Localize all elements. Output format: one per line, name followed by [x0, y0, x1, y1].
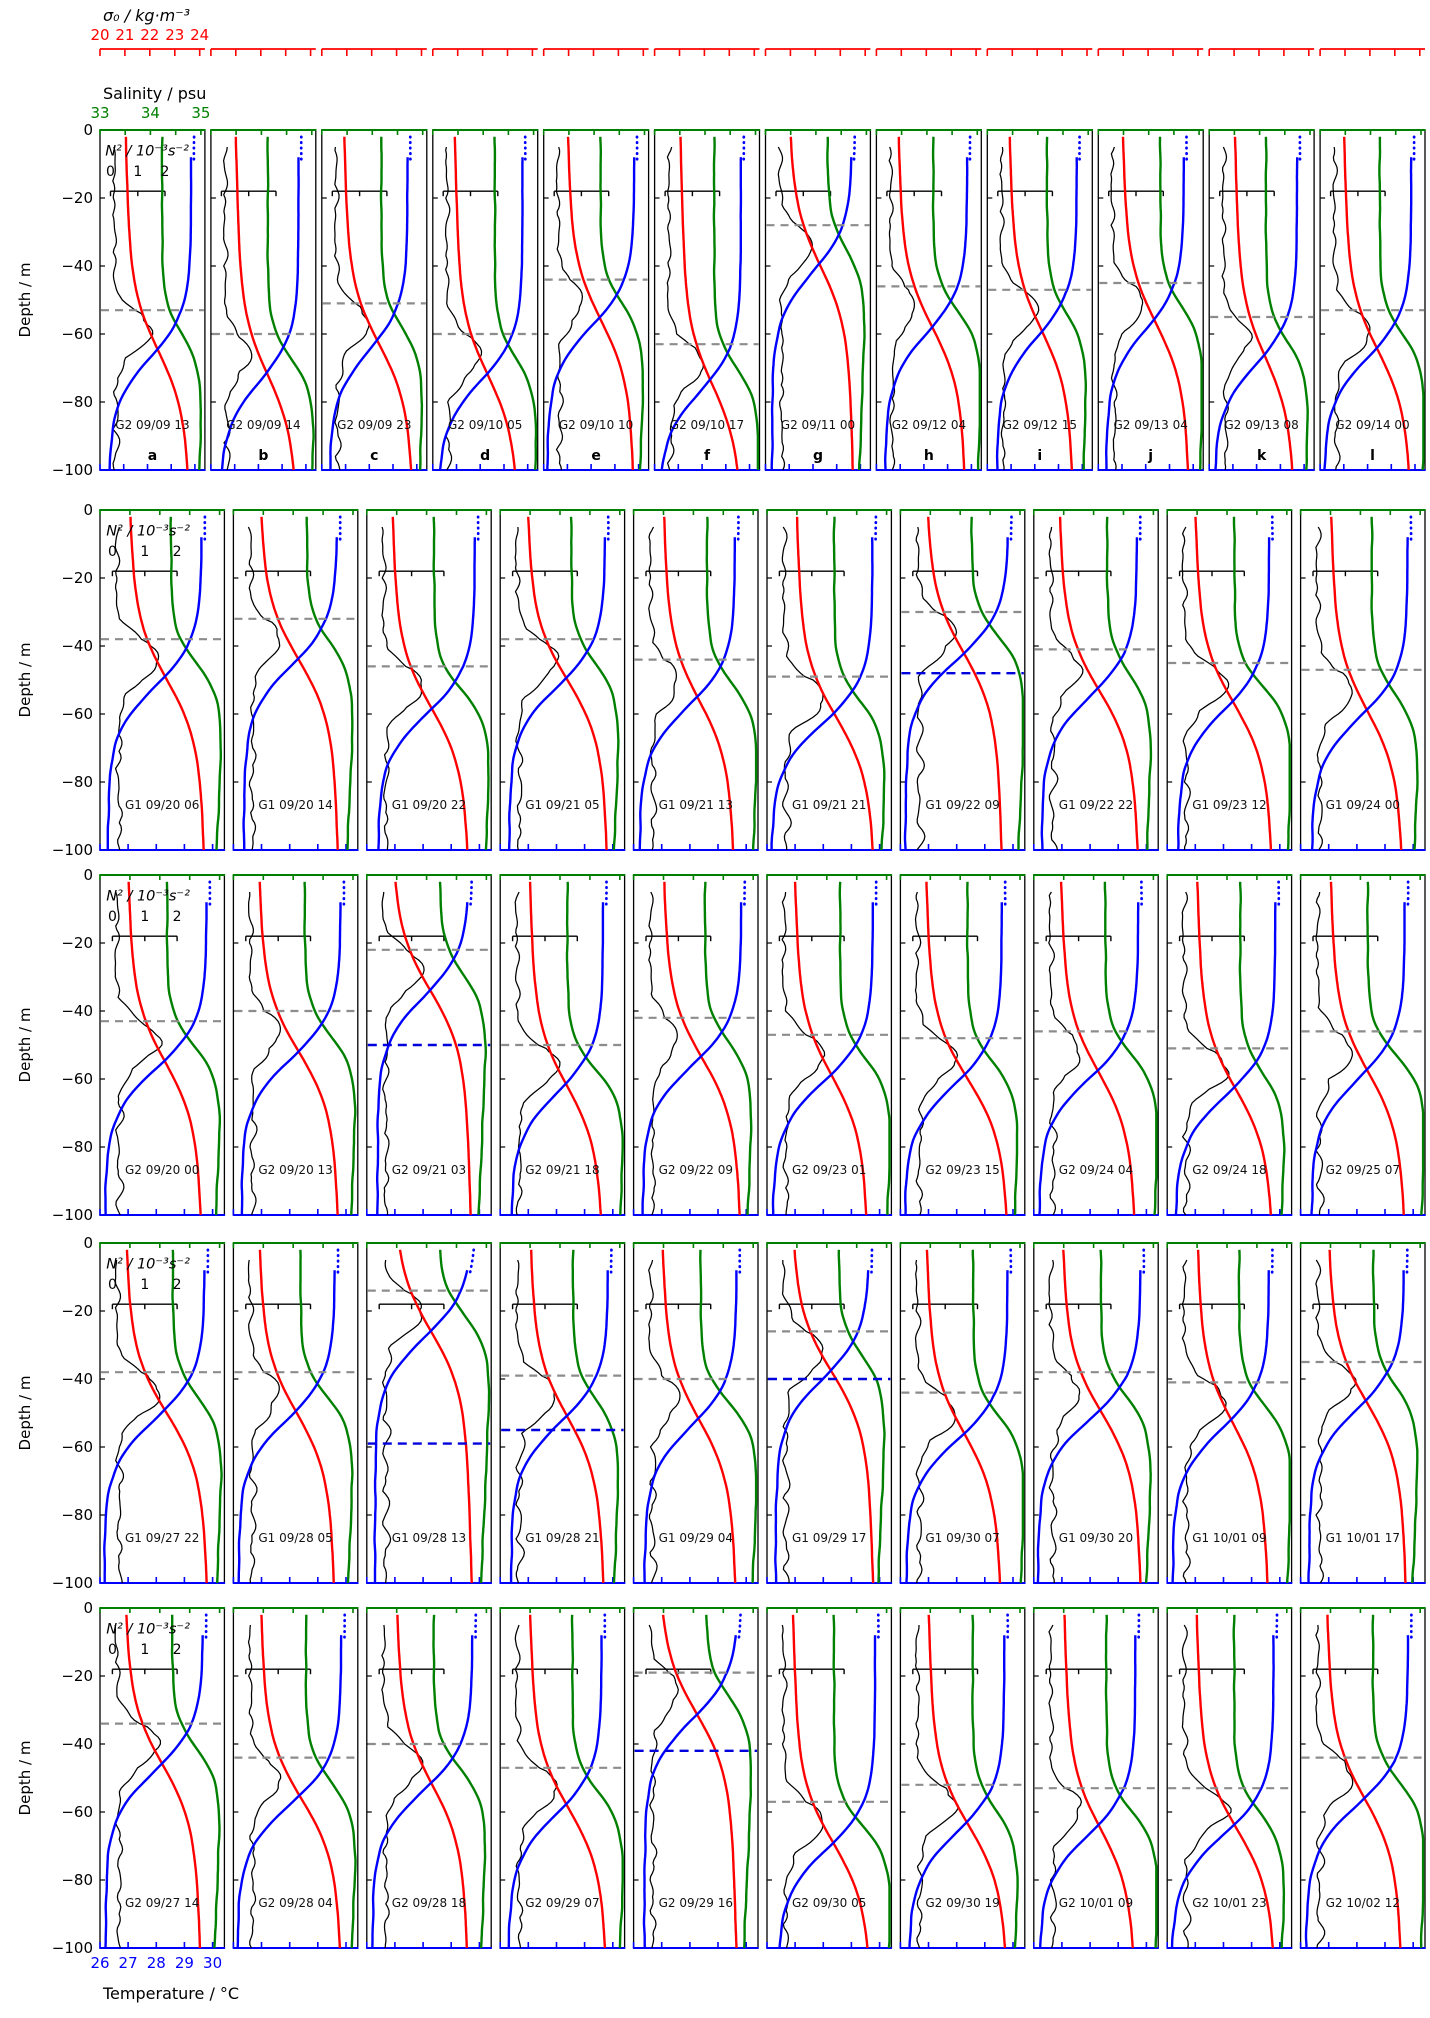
station-text: G2 09/09 14 — [226, 418, 301, 433]
profile-panel — [432, 49, 538, 470]
n2lab-text: 0 — [107, 543, 117, 560]
profile-panel — [1167, 510, 1293, 850]
station-text: G2 09/25 07 — [1325, 1163, 1401, 1178]
bluelab-text: 30 — [203, 1954, 223, 1972]
station-text: G2 09/10 05 — [447, 418, 523, 433]
profile-panel — [900, 510, 1026, 850]
profile-panel — [1033, 1608, 1159, 1948]
n2lab-text: 1 — [140, 1641, 150, 1658]
profile-panel — [99, 875, 225, 1215]
n2lab-text: 2 — [160, 163, 170, 180]
profile-panel — [210, 49, 316, 470]
ylab-text: 0 — [83, 121, 93, 139]
letter-text: k — [1256, 447, 1267, 464]
n2lab-text: 0 — [106, 163, 115, 180]
profile-panel — [766, 510, 892, 850]
redlab-text: 20 — [90, 26, 110, 44]
n2lab-text: 2 — [172, 1276, 182, 1293]
profile-panel — [233, 510, 359, 850]
profile-panel — [654, 49, 760, 470]
n2lab-text: 0 — [107, 1641, 117, 1658]
n2title-text: N² / 10⁻³s⁻² — [106, 523, 190, 540]
profile-panel — [1167, 1243, 1293, 1583]
greenlab-text: 34 — [140, 104, 160, 122]
station-text: G1 09/24 00 — [1325, 798, 1401, 813]
temperature-curve-surface-dotted — [739, 1615, 741, 1639]
station-text: G2 09/10 17 — [669, 418, 745, 433]
sigma-axis-title: σ₀ / kg·m⁻³ — [103, 6, 191, 25]
profile-panel — [366, 510, 492, 850]
profile-panel — [1209, 49, 1315, 470]
profile-panel — [1167, 1608, 1293, 1948]
profile-panel — [1033, 510, 1159, 850]
redlab-text: 24 — [190, 26, 210, 44]
profile-panel — [766, 1243, 892, 1583]
n2lab-text: 2 — [172, 1641, 182, 1658]
profile-panel — [321, 49, 427, 470]
letter-text: a — [147, 447, 158, 464]
profile-panel — [99, 510, 225, 850]
station-text: G1 09/22 22 — [1058, 798, 1134, 813]
profile-panel — [1300, 1243, 1426, 1583]
profile-panel — [633, 510, 759, 850]
station-text: G1 10/01 09 — [1192, 1531, 1267, 1546]
profile-panel — [366, 1608, 492, 1948]
station-text: G2 10/01 23 — [1192, 1896, 1267, 1911]
redlab-text: 22 — [140, 26, 160, 44]
bluelab-text: 28 — [146, 1954, 166, 1972]
profile-panel — [1033, 1243, 1159, 1583]
station-text: G2 09/13 04 — [1113, 418, 1188, 433]
station-text: G1 09/20 14 — [258, 798, 333, 813]
ylab-text: −80 — [61, 1138, 93, 1156]
profile-panel — [233, 1243, 359, 1583]
ylab-text: −60 — [61, 1438, 93, 1456]
station-text: G1 09/28 21 — [525, 1531, 600, 1546]
station-text: G2 09/23 01 — [791, 1163, 867, 1178]
profile-panel — [765, 49, 871, 470]
ylab-text: −80 — [61, 1506, 93, 1524]
temperature-axis-title: Temperature / °C — [103, 1984, 240, 2003]
station-text: G1 09/22 09 — [925, 798, 1000, 813]
profile-panel — [900, 1243, 1026, 1583]
profile-panel — [900, 1608, 1026, 1948]
ylab-text: 0 — [83, 1234, 93, 1252]
letter-text: c — [370, 447, 379, 464]
ylab-text: −20 — [61, 1302, 93, 1320]
ylab-text: −60 — [61, 1070, 93, 1088]
station-text: G2 09/14 00 — [1335, 418, 1410, 433]
n2lab-text: 0 — [107, 1276, 117, 1293]
profile-panel — [633, 1608, 759, 1948]
profile-panel — [99, 1243, 225, 1583]
station-text: G2 09/30 05 — [791, 1896, 867, 1911]
ylab-text: −100 — [51, 1206, 93, 1224]
profile-panel — [1319, 49, 1425, 470]
letter-text: e — [591, 447, 601, 464]
station-text: G2 10/01 09 — [1058, 1896, 1134, 1911]
n2lab-text: 1 — [133, 163, 143, 180]
profile-panel — [1033, 875, 1159, 1215]
ylab-text: 0 — [83, 866, 93, 884]
ylab-text: −80 — [61, 773, 93, 791]
letter-text: g — [812, 447, 824, 464]
ylab-text: −40 — [61, 1370, 93, 1388]
temperature-curve-surface-dotted — [471, 882, 472, 906]
station-text: G2 09/24 04 — [1058, 1163, 1134, 1178]
greenlab-text: 33 — [90, 104, 110, 122]
letter-text: j — [1148, 447, 1154, 464]
station-text: G2 09/24 18 — [1192, 1163, 1267, 1178]
station-text: G2 09/09 23 — [337, 418, 412, 433]
station-text: G2 09/13 08 — [1224, 418, 1299, 433]
station-text: G1 09/29 04 — [658, 1531, 734, 1546]
bluelab-text: 27 — [118, 1954, 138, 1972]
greenlab-text: 35 — [191, 104, 211, 122]
station-text: G2 09/20 13 — [258, 1163, 333, 1178]
n2lab-text: 1 — [140, 908, 150, 925]
station-text: G2 09/29 16 — [658, 1896, 734, 1911]
ylab-text: −100 — [51, 461, 93, 479]
redlab-text: 23 — [165, 26, 185, 44]
station-text: G1 09/30 07 — [925, 1531, 1000, 1546]
n2lab-text: 2 — [172, 908, 182, 925]
ylab-text: −100 — [51, 1939, 93, 1957]
profile-panel — [1167, 875, 1293, 1215]
profile-panel — [987, 49, 1093, 470]
station-text: G2 09/28 04 — [258, 1896, 333, 1911]
station-text: G2 09/29 07 — [525, 1896, 600, 1911]
profile-panel — [233, 875, 359, 1215]
ylab-text: −100 — [51, 841, 93, 859]
ylab-text: −20 — [61, 934, 93, 952]
salinity-axis-title: Salinity / psu — [103, 84, 207, 103]
profile-panel — [1098, 49, 1204, 470]
depthtitle-text: Depth / m — [16, 1740, 34, 1816]
station-text: G1 09/21 13 — [658, 798, 734, 813]
depthtitle-text: Depth / m — [16, 642, 34, 718]
profile-panel — [500, 510, 626, 850]
ylab-text: −20 — [61, 1667, 93, 1685]
station-text: G1 09/30 20 — [1058, 1531, 1134, 1546]
station-text: G1 09/27 22 — [124, 1531, 200, 1546]
station-text: G2 09/21 03 — [391, 1163, 467, 1178]
profile-panel — [500, 1243, 626, 1583]
station-text: G1 09/21 05 — [525, 798, 600, 813]
station-text: G2 10/02 12 — [1325, 1896, 1401, 1911]
station-text: G2 09/09 13 — [115, 418, 190, 433]
ylab-text: −60 — [61, 1803, 93, 1821]
depthtitle-text: Depth / m — [16, 262, 34, 338]
station-text: G1 09/28 13 — [391, 1531, 467, 1546]
n2title-text: N² / 10⁻³s⁻² — [106, 1256, 190, 1273]
temperature-curve-surface-dotted — [854, 137, 855, 161]
letter-text: d — [480, 447, 491, 464]
station-text: G1 09/21 21 — [791, 798, 867, 813]
ylab-text: −40 — [61, 257, 93, 275]
ylab-text: −40 — [61, 1002, 93, 1020]
ylab-text: −80 — [61, 393, 93, 411]
ylab-text: −60 — [61, 325, 93, 343]
station-text: G2 09/27 14 — [124, 1896, 200, 1911]
n2lab-text: 1 — [140, 543, 150, 560]
n2title-text: N² / 10⁻³s⁻² — [106, 888, 190, 905]
ylab-text: −60 — [61, 705, 93, 723]
station-text: G2 09/12 15 — [1002, 418, 1078, 433]
temperature-curve-surface-dotted — [1011, 517, 1012, 541]
station-text: G1 09/20 06 — [124, 798, 200, 813]
ylab-text: 0 — [83, 1599, 93, 1617]
station-text: G2 09/12 04 — [891, 418, 967, 433]
station-text: G1 09/29 17 — [791, 1531, 867, 1546]
ylab-text: −40 — [61, 1735, 93, 1753]
profile-panel — [543, 49, 649, 470]
depthtitle-text: Depth / m — [16, 1007, 34, 1083]
profile-panel — [766, 875, 892, 1215]
station-text: G2 09/22 09 — [658, 1163, 734, 1178]
temperature-curve-surface-dotted — [470, 1250, 474, 1274]
temperature-curve-surface-dotted — [871, 1250, 872, 1274]
profile-panel — [500, 1608, 626, 1948]
profile-panel — [366, 1243, 492, 1583]
n2lab-text: 0 — [107, 908, 117, 925]
station-text: G1 09/20 22 — [391, 798, 467, 813]
station-text: G1 09/28 05 — [258, 1531, 333, 1546]
profile-panel — [99, 1608, 225, 1948]
profile-panel — [500, 875, 626, 1215]
station-text: G2 09/23 15 — [925, 1163, 1000, 1178]
ylab-text: −80 — [61, 1871, 93, 1889]
n2title-text: N² / 10⁻³s⁻² — [105, 143, 189, 160]
bluelab-text: 26 — [90, 1954, 110, 1972]
letter-text: b — [258, 447, 269, 464]
ylab-text: −20 — [61, 189, 93, 207]
n2title-text: N² / 10⁻³s⁻² — [106, 1621, 190, 1638]
profile-panel — [1300, 1608, 1426, 1948]
profile-panel — [366, 875, 492, 1215]
profile-panel — [766, 1608, 892, 1948]
profile-panel — [876, 49, 982, 470]
profile-panel — [1300, 875, 1426, 1215]
ylab-text: −20 — [61, 569, 93, 587]
station-text: G2 09/10 10 — [558, 418, 634, 433]
letter-text: f — [703, 447, 711, 464]
profile-panel — [900, 875, 1026, 1215]
station-text: G2 09/20 00 — [124, 1163, 200, 1178]
n2lab-text: 1 — [140, 1276, 150, 1293]
profile-panel — [633, 1243, 759, 1583]
letter-text: i — [1037, 447, 1043, 464]
station-text: G2 09/30 19 — [925, 1896, 1000, 1911]
redlab-text: 21 — [115, 26, 135, 44]
station-text: G2 09/11 00 — [780, 418, 856, 433]
station-text: G2 09/21 18 — [525, 1163, 600, 1178]
station-text: G2 09/28 18 — [391, 1896, 467, 1911]
profile-panel — [233, 1608, 359, 1948]
station-text: G1 09/23 12 — [1192, 798, 1267, 813]
depthtitle-text: Depth / m — [16, 1375, 34, 1451]
n2lab-text: 2 — [172, 543, 182, 560]
letter-text: h — [923, 447, 934, 464]
letter-text: l — [1370, 447, 1375, 464]
ylab-text: −40 — [61, 637, 93, 655]
ylab-text: 0 — [83, 501, 93, 519]
profile-panel — [1300, 510, 1426, 850]
profile-panel — [633, 875, 759, 1215]
station-text: G1 10/01 17 — [1325, 1531, 1401, 1546]
ylab-text: −100 — [51, 1574, 93, 1592]
bluelab-text: 29 — [174, 1954, 194, 1972]
